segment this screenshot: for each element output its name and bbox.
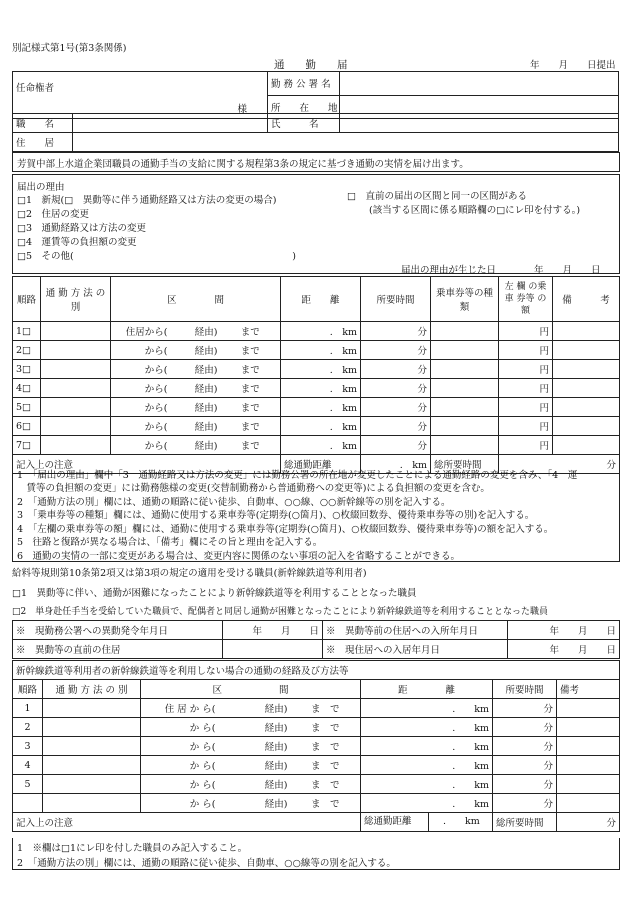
transfer-date-field[interactable]: 年 月 日 <box>223 621 323 640</box>
route-to: まで <box>221 417 281 436</box>
route-row <box>13 341 620 360</box>
alt-col-no: 順路 <box>13 680 43 699</box>
route-amount[interactable]: 円 <box>499 398 553 417</box>
alt-route-time[interactable]: 分 <box>493 794 557 813</box>
alt-route-time[interactable]: 分 <box>493 718 557 737</box>
alt-route-time[interactable]: 分 <box>493 756 557 775</box>
alt-route-no: 3 <box>13 737 43 756</box>
alt-route-remarks[interactable] <box>557 718 620 737</box>
alt-route-row <box>13 718 620 737</box>
alt-route-distance[interactable]: . km <box>361 737 493 756</box>
route-amount[interactable]: 円 <box>499 417 553 436</box>
alt-route-row <box>13 699 620 718</box>
route-table <box>12 276 620 474</box>
route-time[interactable]: 分 <box>361 417 431 436</box>
shinkansen-dates-table <box>12 620 620 659</box>
route-amount[interactable]: 円 <box>499 379 553 398</box>
alt-route-method-field[interactable] <box>43 718 141 737</box>
alt-route-heading: 新幹線鉄道等利用者の新幹線鉄道等を利用しない場合の通勤の経路及び方法等 <box>13 661 620 680</box>
route-time[interactable]: 分 <box>361 322 431 341</box>
shinkansen-heading: 給料等規則第10条第2項又は第3項の規定の適用を受ける職員(新幹線鉄道等利用者) <box>12 568 367 579</box>
reason-item-2[interactable]: □2 住居の変更 <box>17 209 90 220</box>
position-field[interactable] <box>73 114 268 133</box>
route-distance[interactable]: . km <box>281 379 361 398</box>
alt-route-no: 2 <box>13 718 43 737</box>
alt-note-2: 2 「通勤方法の別」欄には、通勤の順路に従い徒歩、自動車、○○線等の別を記入する。 <box>17 858 396 869</box>
alt-route-time[interactable]: 分 <box>493 775 557 794</box>
note-5: 5 往路と復路が異なる場合は、「備考」欄にその旨と理由を記入する。 <box>17 537 323 548</box>
alt-route-no: 1 <box>13 699 43 718</box>
address-label: 所 在 地 <box>268 95 340 119</box>
route-to: まで <box>221 341 281 360</box>
col-time: 所要時間 <box>361 277 431 322</box>
route-ticket-type[interactable] <box>431 436 499 455</box>
route-no-checkbox[interactable]: 1□ <box>13 322 41 341</box>
shinkansen-option-2[interactable]: □2 単身赴任手当を受給していた職員で、配偶者と同居し通勤が困難となったことにより新幹線鉄道等を利用することとなった職員 <box>12 607 549 617</box>
alt-route-from[interactable]: か ら( <box>141 737 219 756</box>
route-remarks[interactable] <box>553 379 620 398</box>
route-method-field[interactable] <box>41 417 111 436</box>
route-from[interactable]: から( <box>111 436 171 455</box>
alt-route-row <box>13 775 620 794</box>
route-remarks[interactable] <box>553 436 620 455</box>
col-method: 通 勤 方 法 の 別 <box>41 277 111 322</box>
col-section: 区 間 <box>111 277 281 322</box>
total-distance-field[interactable]: . km <box>361 455 431 474</box>
notes-heading: 記入上の注意 <box>13 455 281 474</box>
same-section-note: (該当する区間に係る順路欄の□にレ印を付する。) <box>369 205 581 216</box>
declaration-box <box>12 152 620 172</box>
alt-total-distance-label: 総通勤距離 <box>361 813 429 831</box>
alt-route-remarks[interactable] <box>557 775 620 794</box>
route-ticket-type[interactable] <box>431 322 499 341</box>
route-time[interactable]: 分 <box>361 360 431 379</box>
route-to: まで <box>221 322 281 341</box>
alt-total-time-field[interactable]: 分 <box>557 813 620 832</box>
submit-date: 年 月 日提出 <box>530 60 616 71</box>
note-2: 2 「通勤方法の別」欄には、通勤の順路に従い徒歩、自動車、○○線、○○新幹線等の別を記入する。 <box>17 497 451 508</box>
office-label: 勤 務 公 署 名 <box>268 72 340 96</box>
route-no-checkbox[interactable]: 4□ <box>13 379 41 398</box>
reason-item-1[interactable]: □1 新規(□ 異動等に伴う通勤経路又は方法の変更の場合) <box>17 195 277 206</box>
route-method-field[interactable] <box>41 398 111 417</box>
alt-col-time: 所要時間 <box>493 680 557 699</box>
prev-residence-label: ※ 異動等の直前の住居 <box>13 640 223 659</box>
col-ticket-amount: 左 欄 の乗 車 券等 の 額 <box>499 277 553 322</box>
notes-box <box>12 464 620 562</box>
alt-route-via[interactable]: 経由) <box>219 699 291 718</box>
route-via[interactable]: 経由) <box>171 417 221 436</box>
route-no-checkbox[interactable]: 2□ <box>13 341 41 360</box>
current-residence-date-field[interactable]: 年 月 日 <box>508 640 620 659</box>
alt-route-remarks[interactable] <box>557 756 620 775</box>
alt-route-to: ま で <box>291 737 361 756</box>
alt-route-from[interactable]: か ら( <box>141 718 219 737</box>
route-distance[interactable]: . km <box>281 322 361 341</box>
route-distance[interactable]: . km <box>281 341 361 360</box>
alt-route-via[interactable]: 経由) <box>219 775 291 794</box>
alt-route-via[interactable]: 経由) <box>219 756 291 775</box>
alt-route-from[interactable]: か ら( <box>141 775 219 794</box>
alt-route-no: 5 <box>13 775 43 794</box>
alt-route-to: ま で <box>291 699 361 718</box>
reason-item-3[interactable]: □3 通勤経路又は方法の変更 <box>17 223 147 234</box>
alt-route-time[interactable]: 分 <box>493 699 557 718</box>
same-section-checkbox[interactable]: □ 直前の届出の区間と同一の区間がある <box>347 191 527 202</box>
route-ticket-type[interactable] <box>431 398 499 417</box>
col-route-no: 順路 <box>13 277 41 322</box>
route-distance[interactable]: . km <box>281 436 361 455</box>
route-rows <box>13 322 620 455</box>
alt-route-time[interactable]: 分 <box>493 737 557 756</box>
alt-route-to: ま で <box>291 718 361 737</box>
total-time-field[interactable]: 分 <box>499 455 620 474</box>
route-row <box>13 398 620 417</box>
reason-heading: 届出の理由 <box>17 182 65 193</box>
alt-route-via[interactable]: 経由) <box>219 737 291 756</box>
alt-route-method-field[interactable] <box>43 756 141 775</box>
route-amount[interactable]: 円 <box>499 360 553 379</box>
route-row <box>13 322 620 341</box>
alt-route-remarks[interactable] <box>557 794 620 813</box>
alt-route-to: ま で <box>291 756 361 775</box>
note-1a: 1 「届出の理由」欄中「3 通勤経路又は方法の変更」には勤務公署の所在地が変更したことによる通勤経路の変更を含み、「4 運 <box>17 470 578 481</box>
alt-route-method-field[interactable] <box>43 699 141 718</box>
alt-route-distance[interactable]: . km <box>361 718 493 737</box>
alt-route-via[interactable]: 経由) <box>219 718 291 737</box>
alt-route-from[interactable]: か ら( <box>141 794 219 813</box>
declaration-text: 芳賀中部上水道企業団職員の通勤手当の支給に関する規程第3条の規定に基づき通勤の実情を届け出ます。 <box>17 159 469 170</box>
col-remarks: 備 考 <box>553 277 620 322</box>
route-no-checkbox[interactable]: 6□ <box>13 417 41 436</box>
route-from[interactable]: から( <box>111 360 171 379</box>
alt-notes-box <box>12 838 620 870</box>
note-3: 3 「乗車券等の種類」欄には、通勤に使用する乗車券等(定期券(○箇月)、○枚綴回数券、優待乗車券等の別)を記入する。 <box>17 510 535 521</box>
route-no-checkbox[interactable]: 3□ <box>13 360 41 379</box>
route-method-field[interactable] <box>41 379 111 398</box>
alt-route-row <box>13 794 620 813</box>
route-no-checkbox[interactable]: 5□ <box>13 398 41 417</box>
route-from[interactable]: 住居から( <box>111 322 171 341</box>
name-label: 氏 名 <box>268 114 340 133</box>
transfer-date-label: ※ 現勤務公署への異動発令年月日 <box>13 621 223 640</box>
note-1b: 賃等の負担額の変更」には勤務態様の変更(交替制勤務から普通勤務への変更等)による負担額の変更を含む。 <box>17 483 490 494</box>
route-distance[interactable]: . km <box>281 398 361 417</box>
alt-note-1: 1 ※欄は□1にレ印を付した職員のみ記入すること。 <box>17 843 248 854</box>
route-remarks[interactable] <box>553 341 620 360</box>
alt-route-row <box>13 737 620 756</box>
appointer-label: 任命権者 <box>16 83 55 94</box>
alt-route-distance[interactable]: . km <box>361 794 493 813</box>
note-4: 4 「左欄の乗車券等の額」欄には、通勤に使用する乗車券等(定期券(○箇月)、○枚綴回数券、優待乗車券等)の額を記入する。 <box>17 524 554 535</box>
alt-route-row <box>13 756 620 775</box>
route-via[interactable]: 経由) <box>171 360 221 379</box>
office-field[interactable] <box>340 72 619 96</box>
route-amount[interactable]: 円 <box>499 341 553 360</box>
alt-route-remarks[interactable] <box>557 699 620 718</box>
alt-total-time-label: 総所要時間 <box>493 813 557 832</box>
route-via[interactable]: 経由) <box>171 322 221 341</box>
residence-field[interactable] <box>73 133 619 152</box>
alt-route-remarks[interactable] <box>557 737 620 756</box>
route-amount[interactable]: 円 <box>499 436 553 455</box>
reason-item-5[interactable]: □5 その他( ) <box>17 251 296 262</box>
alt-route-to: ま で <box>291 775 361 794</box>
route-distance[interactable]: . km <box>281 360 361 379</box>
route-from[interactable]: から( <box>111 379 171 398</box>
alt-route-method-field[interactable] <box>43 794 141 813</box>
route-to: まで <box>221 436 281 455</box>
col-ticket-type: 乗車券等の種 類 <box>431 277 499 322</box>
reason-item-4[interactable]: □4 運賃等の負担額の変更 <box>17 237 137 248</box>
route-time[interactable]: 分 <box>361 379 431 398</box>
prev-residence-field[interactable] <box>223 640 323 659</box>
alt-route-to: ま で <box>291 794 361 813</box>
alt-notes-heading: 記入上の注意 <box>13 813 361 832</box>
route-row <box>13 417 620 436</box>
route-remarks[interactable] <box>553 322 620 341</box>
route-distance[interactable]: . km <box>281 417 361 436</box>
route-method-field[interactable] <box>41 360 111 379</box>
route-to: まで <box>221 379 281 398</box>
alt-route-method-field[interactable] <box>43 775 141 794</box>
residence-label: 住 居 <box>13 133 73 152</box>
route-amount[interactable]: 円 <box>499 322 553 341</box>
alt-col-remarks: 備考 <box>557 680 620 699</box>
form-title: 通 勤 届 <box>274 59 348 71</box>
col-distance: 距 離 <box>281 277 361 322</box>
alt-route-table <box>12 660 620 832</box>
route-time[interactable]: 分 <box>361 341 431 360</box>
alt-route-distance[interactable]: . km <box>361 756 493 775</box>
name-field[interactable] <box>340 114 619 133</box>
route-ticket-type[interactable] <box>431 360 499 379</box>
route-method-field[interactable] <box>41 322 111 341</box>
prev-residence-date-label: ※ 異動等前の住居への入所年月日 <box>323 621 508 640</box>
form-id: 別記様式第1号(第3条関係) <box>12 43 127 54</box>
note-6: 6 通勤の実情の一部に変更がある場合は、変更内容に関係のない事項の記入を省略することができる。 <box>17 551 461 562</box>
shinkansen-option-1[interactable]: □1 異動等に伴い、通勤が困難になったことにより新幹線鉄道等を利用することとなった職員 <box>12 588 417 599</box>
sama-label: 様 <box>237 104 247 115</box>
route-method-field[interactable] <box>41 436 111 455</box>
alt-route-via[interactable]: 経由) <box>219 794 291 813</box>
route-row <box>13 379 620 398</box>
route-time[interactable]: 分 <box>361 398 431 417</box>
total-time-label: 総所要時間 <box>431 455 499 474</box>
route-ticket-type[interactable] <box>431 379 499 398</box>
reason-box <box>12 174 620 274</box>
alt-col-distance: 距 離 <box>361 680 493 699</box>
route-method-field[interactable] <box>41 341 111 360</box>
total-distance-label: 総通勤距離 <box>281 455 361 474</box>
route-via[interactable]: 経由) <box>171 379 221 398</box>
alt-route-from[interactable]: 住 居 か ら( <box>141 699 219 718</box>
route-via[interactable]: 経由) <box>171 436 221 455</box>
alt-route-from[interactable]: か ら( <box>141 756 219 775</box>
route-to: まで <box>221 360 281 379</box>
alt-col-method: 通 勤 方 法 の 別 <box>43 680 141 699</box>
alt-route-distance[interactable]: . km <box>361 699 493 718</box>
alt-col-section: 区 間 <box>141 680 361 699</box>
alt-route-rows <box>13 699 620 813</box>
route-row <box>13 436 620 455</box>
route-from[interactable]: から( <box>111 341 171 360</box>
current-residence-date-label: ※ 現住居への入居年月日 <box>323 640 508 659</box>
route-remarks[interactable] <box>553 417 620 436</box>
route-row <box>13 360 620 379</box>
route-remarks[interactable] <box>553 398 620 417</box>
alt-route-distance[interactable]: . km <box>361 775 493 794</box>
route-via[interactable]: 経由) <box>171 341 221 360</box>
alt-total-distance-field[interactable]: . km <box>443 816 480 827</box>
applicant-table <box>12 71 619 119</box>
alt-route-no <box>13 794 43 813</box>
reason-occurred-date[interactable]: 届出の理由が生じた日 年 月 日 <box>401 265 601 276</box>
route-remarks[interactable] <box>553 360 620 379</box>
route-time[interactable]: 分 <box>361 436 431 455</box>
route-via[interactable]: 経由) <box>171 398 221 417</box>
route-ticket-type[interactable] <box>431 341 499 360</box>
position-label: 職 名 <box>13 114 73 133</box>
prev-residence-date-field[interactable]: 年 月 日 <box>508 621 620 640</box>
alt-route-method-field[interactable] <box>43 737 141 756</box>
route-from[interactable]: から( <box>111 417 171 436</box>
route-ticket-type[interactable] <box>431 417 499 436</box>
route-no-checkbox[interactable]: 7□ <box>13 436 41 455</box>
alt-route-no: 4 <box>13 756 43 775</box>
route-to: まで <box>221 398 281 417</box>
position-table <box>12 113 619 152</box>
route-from[interactable]: から( <box>111 398 171 417</box>
